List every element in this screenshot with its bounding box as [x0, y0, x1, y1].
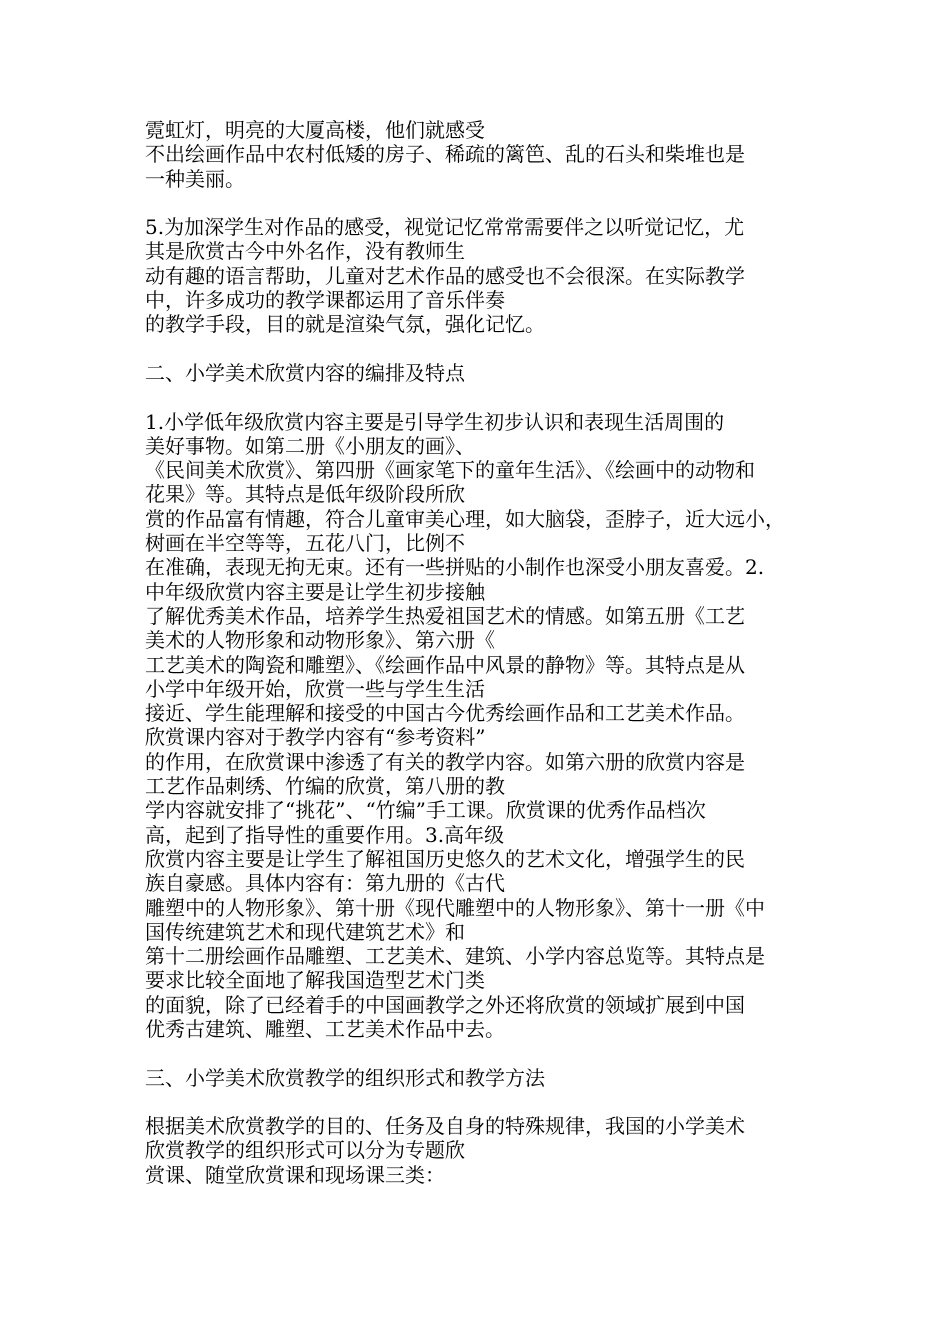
- paragraph-gap: [145, 337, 810, 361]
- text-line: 小学中年级开始，欣赏一些与学生生活: [145, 676, 485, 701]
- text-line: 中，许多成功的教学课都运用了音乐伴奏: [145, 288, 505, 313]
- document-page: [145, 118, 810, 1187]
- text-line: 要求比较全面地了解我国造型艺术门类: [145, 968, 485, 993]
- text-line: 欣赏课内容对于教学内容有“参考资料”: [145, 725, 486, 750]
- text-line: 工艺美术的陶瓷和雕塑》、《绘画作品中风景的静物》等。其特点是从: [145, 652, 745, 677]
- paragraph-gap: [145, 385, 810, 409]
- text-line: 中年级欣赏内容主要是让学生初步接触: [145, 579, 485, 604]
- text-line: 赏的作品富有情趣，符合儿童审美心理，如大脑袋，歪脖子，近大远小，: [145, 506, 785, 531]
- text-line: 优秀古建筑、雕塑、工艺美术作品中去。: [145, 1016, 505, 1041]
- text-line: 雕塑中的人物形象》、第十册《现代雕塑中的人物形象》、第十一册《中: [145, 895, 765, 920]
- text-line: 国传统建筑艺术和现代建筑艺术》和: [145, 919, 465, 944]
- text-line: 欣赏内容主要是让学生了解祖国历史悠久的艺术文化，增强学生的民: [145, 846, 745, 871]
- text-line: 动有趣的语言帮助，儿童对艺术作品的感受也不会很深。在实际教学: [145, 263, 745, 288]
- text-line: 欣赏教学的组织形式可以分为专题欣: [145, 1138, 465, 1163]
- text-line: 第十二册绘画作品雕塑、工艺美术、建筑、小学内容总览等。其特点是: [145, 944, 765, 969]
- text-line: 花果》等。其特点是低年级阶段所欣: [145, 482, 465, 507]
- text-line: 了解优秀美术作品，培养学生热爱祖国艺术的情感。如第五册《工艺: [145, 603, 745, 628]
- paragraph-gap: [145, 1041, 810, 1065]
- text-line: 5.为加深学生对作品的感受，视觉记忆常常需要伴之以听觉记忆，尤: [145, 215, 745, 240]
- text-line: 的作用，在欣赏课中渗透了有关的教学内容。如第六册的欣赏内容是: [145, 749, 745, 774]
- text-line: 其是欣赏古今中外名作，没有教师生: [145, 239, 465, 264]
- text-line: 树画在半空等等，五花八门，比例不: [145, 531, 465, 556]
- paragraph-gap: [145, 1090, 810, 1114]
- text-line: 赏课、随堂欣赏课和现场课三类：: [145, 1162, 445, 1187]
- text-line: 根据美术欣赏教学的目的、任务及自身的特殊规律，我国的小学美术: [145, 1114, 745, 1139]
- text-line: 的教学手段，目的就是渲染气氛，强化记忆。: [145, 312, 545, 337]
- text-line: 的面貌，除了已经着手的中国画教学之外还将欣赏的领域扩展到中国: [145, 992, 745, 1017]
- text-line: 霓虹灯，明亮的大厦高楼，他们就感受: [145, 118, 485, 142]
- paragraph-gap: [145, 191, 810, 215]
- text-line: 美术的人物形象和动物形象》、第六册《: [145, 628, 495, 653]
- text-line: 学内容就安排了“挑花”、“竹编”手工课。欣赏课的优秀作品档次: [145, 798, 706, 823]
- text-line: 1.小学低年级欣赏内容主要是引导学生初步认识和表现生活周围的: [145, 409, 725, 434]
- text-line: 工艺作品刺绣、竹编的欣赏，第八册的教: [145, 774, 505, 799]
- text-line: 一种美丽。: [145, 166, 245, 191]
- text-line: 美好事物。如第二册《小朋友的画》、: [145, 433, 475, 458]
- text-line: 二、小学美术欣赏内容的编排及特点: [145, 360, 465, 385]
- text-line: 高，起到了指导性的重要作用。3.高年级: [145, 822, 505, 847]
- text-line: 不出绘画作品中农村低矮的房子、稀疏的篱笆、乱的石头和柴堆也是: [145, 142, 745, 167]
- text-line: 《民间美术欣赏》、第四册《画家笔下的童年生活》、《绘画中的动物和: [145, 458, 755, 483]
- text-line: 接近、学生能理解和接受的中国古今优秀绘画作品和工艺美术作品。: [145, 701, 745, 726]
- text-line: 在准确，表现无拘无束。还有一些拼贴的小制作也深受小朋友喜爱。2.: [145, 555, 765, 580]
- text-line: 族自豪感。具体内容有：第九册的《古代: [145, 871, 505, 896]
- text-line: 三、小学美术欣赏教学的组织形式和教学方法: [145, 1065, 545, 1090]
